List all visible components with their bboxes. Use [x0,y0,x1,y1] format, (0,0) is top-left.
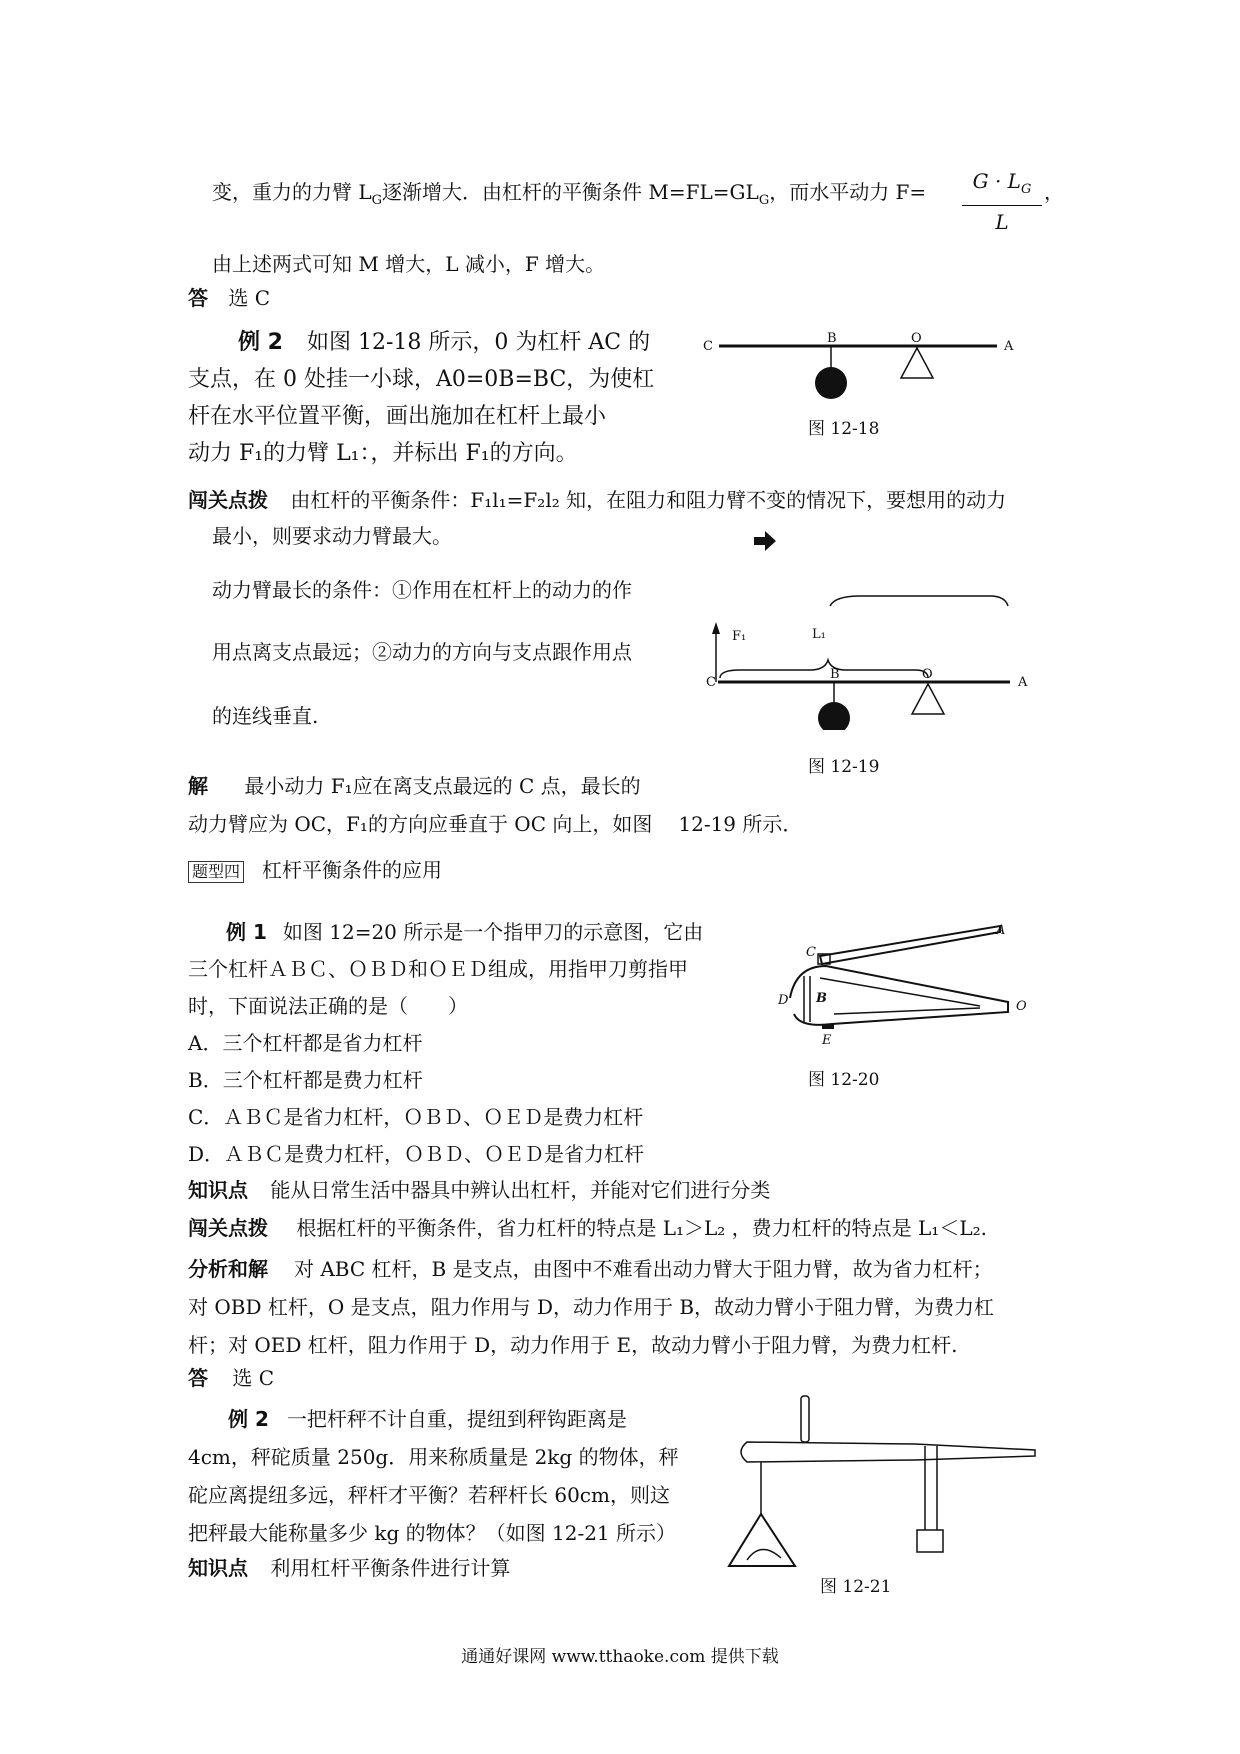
fig1218-label-b: B [827,331,837,346]
solution-line-2 [188,810,802,838]
subscript: G [1020,182,1032,197]
pan-object [747,1549,781,1560]
ex2-line [188,324,654,361]
pivot-e [822,1024,834,1029]
ball [818,702,850,730]
footer: 通通好课网 www.tthaoke.com 提供下载 [461,1647,779,1667]
brace-l1 [720,660,928,678]
answer-text: 选 C [232,1366,275,1390]
answer-label: 答 [188,286,208,310]
solution-line-1 [188,772,641,800]
subscript: G [758,193,770,208]
subscript: G [371,193,383,208]
ball [815,367,847,399]
comma: ， [1044,180,1064,204]
ex2-line: 动力 F₁的力臂 L₁：，并标出 F₁的方向。 [188,441,578,466]
fraction [962,166,1042,238]
know1-text: 能从日常生活中器具中辨认出杠杆，并能对它们进行分类 [270,1178,771,1202]
ex2-text: 如图 12-18 所示，0 为杠杆 AC 的 [306,330,651,355]
hint2-label: 闯关点拨 [188,1216,268,1240]
analysis-line [188,1250,994,1288]
figure-12-19 [700,590,1040,730]
lever-abc [820,926,1000,964]
arrow-head [712,622,720,634]
fig1219-label-f1: F₁ [732,629,747,644]
know1-label: 知识点 [188,1178,248,1202]
text-line-2: 由上述两式可知 M 增大，L 减小，F 增大。 [212,252,606,276]
fig1218-label-a: A [1004,339,1014,354]
arrow-icon [752,530,778,552]
ex2-line: 杆在水平位置平衡，画出施加在杠杆上最小 [188,404,607,429]
answer-1 [188,284,270,312]
ex1-line [188,914,703,951]
jaw-lines [820,978,980,1014]
solution-text: 动力臂应为 OC，F₁的方向应垂直于 OC 向上，如图 [188,812,653,836]
ex2-label: 例 2 [238,330,283,355]
fig1218-label-o: O [911,331,922,346]
analysis-line: 对 OBD 杠杆，O 是支点，阻力作用与 D，动力作用于 B，故动力臂小于阻力臂，为费力杠 [188,1295,995,1319]
fig1221-caption: 图 12-21 [820,1577,892,1597]
fulcrum [901,348,933,378]
fraction-denominator: L [995,210,1009,234]
analysis [188,1250,994,1364]
solution-text-end: 12-19 所示． [678,812,803,836]
steelyard-beam [741,1442,1035,1462]
fig1220-label-c: C [806,945,816,960]
option-c: C．ＡＢＣ是省力杠杆，ＯＢＤ、ＯＥＤ是费力杠杆 [188,1105,644,1129]
topic-text: 杠杆平衡条件的应用 [262,858,443,882]
ex2-line: 支点，在 0 处挂一小球，A0=0B=BC，为使杠 [188,367,655,392]
fig1220-caption: 图 12-20 [808,1070,880,1090]
text-seg: 变，重力的力臂 L [212,180,372,204]
answer-2 [188,1364,274,1392]
option-a: A．三个杠杆都是省力杠杆 [188,1031,423,1055]
hint-1 [188,486,1006,514]
counterweight [917,1530,943,1552]
hint1-label: 闯关点拨 [188,488,268,512]
fig1220-label-d: D [778,993,789,1008]
answer-text: 选 C [228,286,271,310]
solution-text: 最小动力 F₁应在离支点最远的 C 点，最长的 [244,774,641,798]
cond-line: 动力臂最长的条件：①作用在杠杆上的动力的作 [212,578,632,602]
analysis-text: 对 ABC 杠杆，B 是支点，由图中不难看出动力臂大于阻力臂，故为省力杠杆； [294,1257,993,1281]
ex1-text: 如图 12=20 所示是一个指甲刀的示意图，它由 [282,920,704,944]
figure-12-21 [725,1390,1055,1570]
hint1-text: 由杠杆的平衡条件：F₁l₁=F₂l₂ 知，在阻力和阻力臂不变的情况下，要想用的动力 [290,488,1007,512]
fig1219-label-b: B [830,667,840,682]
fig1220-label-o: O [1016,999,1027,1014]
fig1219-label-c: C [706,675,716,690]
knowledge-point-1 [188,1176,770,1204]
pin [804,976,810,1022]
fulcrum [912,684,944,714]
text-seg: 逐渐增大．由杠杆的平衡条件 M=FL=GL [382,180,759,204]
ex1-line: 时，下面说法正确的是（ ） [188,994,468,1018]
analysis-line: 杆；对 OED 杠杆，阻力作用于 D，动力作用于 E，故动力臂小于阻力臂，为费力杠杆. [188,1333,958,1357]
ex3-line: 4cm，秤砣质量 250g．用来称质量是 2kg 的物体，秤 [188,1445,679,1469]
topic-badge: 题型四 [188,861,244,883]
hint-1-cont: 最小，则要求动力臂最大。 [212,524,452,548]
fig1219-label-l1: L₁ [812,627,826,642]
option-d: D．ＡＢＣ是费力杠杆，ＯＢＤ、ＯＥＤ是省力杠杆 [188,1142,645,1166]
know2-label: 知识点 [188,1556,248,1580]
fig1219-caption: 图 12-19 [808,757,880,777]
hint2-text: 根据杠杆的平衡条件，省力杠杆的特点是 L₁＞L₂ ，费力杠杆的特点是 L₁＜L₂. [296,1216,987,1240]
fraction-numerator: G · L [972,169,1021,193]
figure-12-18 [695,326,1025,406]
solution-label: 解 [188,774,208,798]
pan [729,1514,795,1566]
knowledge-point-2 [188,1554,510,1582]
lift-cord [801,1396,809,1442]
text-line-1 [212,178,926,215]
fig1220-label-e: E [822,1033,832,1048]
figure-12-20 [760,920,1040,1050]
ex3-line [188,1400,679,1438]
fig1218-label-c: C [703,339,713,354]
cond-line: 的连线垂直. [212,704,319,728]
answer-label: 答 [188,1366,208,1390]
analysis-label: 分析和解 [188,1257,268,1281]
fig1219-label-a: A [1018,675,1028,690]
fig1220-label-b: B [816,991,827,1006]
hint-2 [188,1214,987,1242]
ex3-line: 砣应离提纽多远，秤杆才平衡？若秤杆长 60cm，则这 [188,1483,670,1507]
fig1220-label-a: A [996,923,1006,938]
ex3-text: 一把杆秤不计自重，提纽到秤钩距离是 [286,1407,627,1431]
know2-text: 利用杠杆平衡条件进行计算 [270,1556,511,1580]
fig1218-caption: 图 12-18 [808,419,880,439]
ex3-label: 例 2 [228,1407,269,1431]
fig1219-label-o: O [922,667,933,682]
ex3-line: 把秤最大能称量多少 kg 的物体？（如图 12-21 所示） [188,1521,677,1545]
example-1 [188,914,703,1173]
option-b: B．三个杠杆都是费力杠杆 [188,1068,423,1092]
text-seg: ，而水平动力 F= [769,180,927,204]
ex1-line: 三个杠杆ＡＢＣ、ＯＢＤ和ＯＥＤ组成，用指甲刀剪指甲 [188,957,688,981]
example-2-paragraph [188,324,654,472]
ex1-label: 例 1 [226,920,267,944]
brace-top [830,596,1008,606]
cond-line: 用点离支点最远；②动力的方向与支点跟作用点 [212,640,632,664]
example-3 [188,1400,679,1552]
topic-heading [188,856,442,884]
